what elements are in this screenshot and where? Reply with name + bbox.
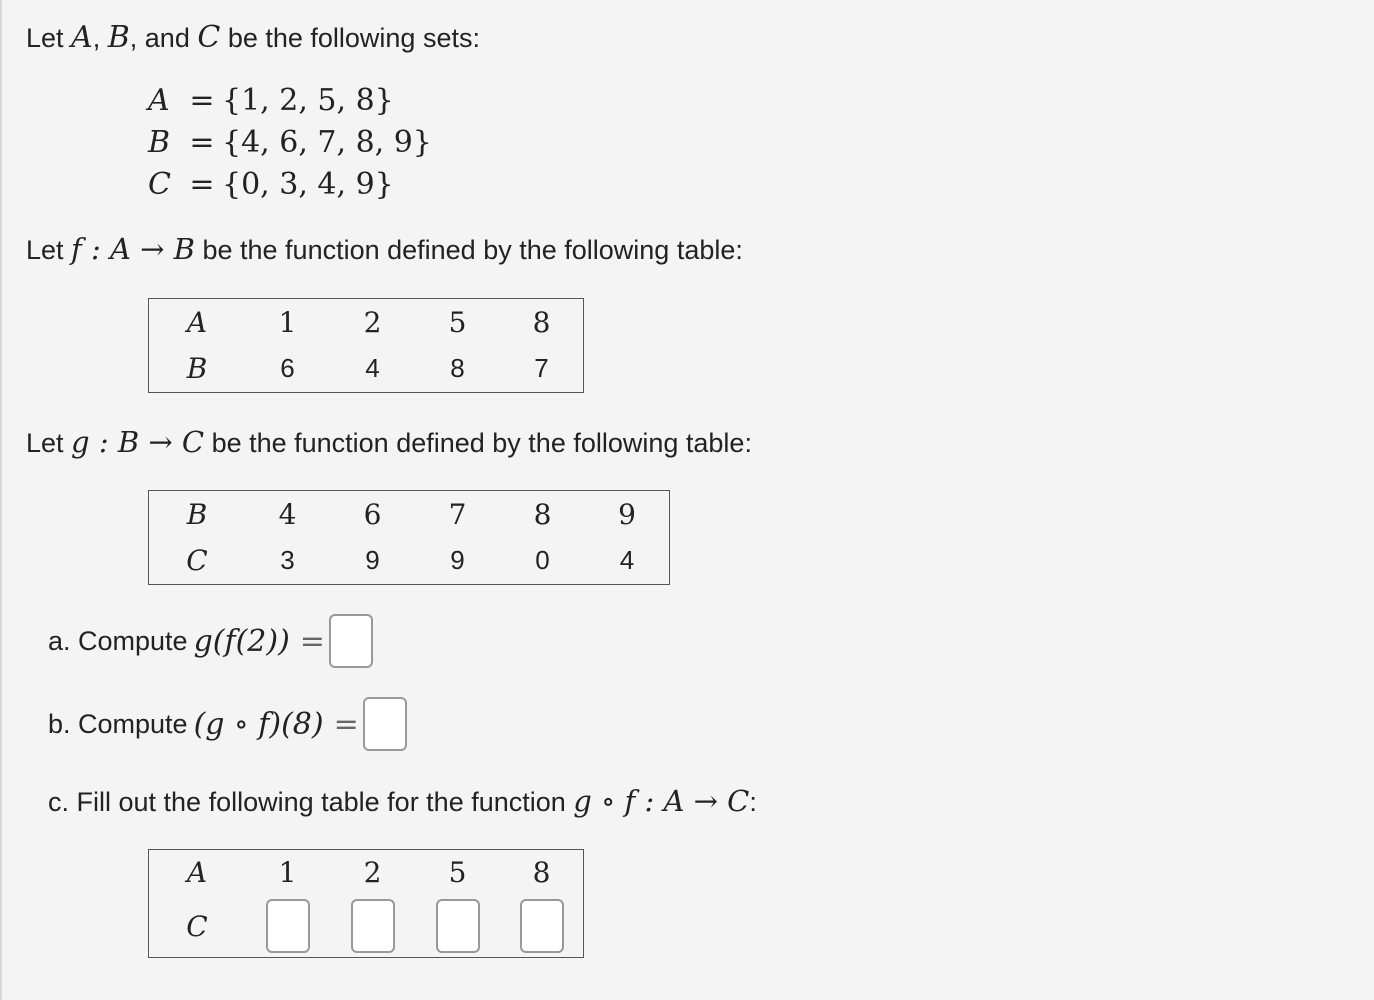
f-table-output-cell: 6 [280, 353, 295, 384]
g-table-output-cell: 9 [365, 545, 380, 576]
g-table-input-cell: 8 [533, 497, 552, 531]
gf-table-input-cell: 8 [532, 856, 551, 890]
set-c-definition: C = {0, 3, 4, 9} [148, 167, 394, 202]
g-table-input-cell: 4 [278, 497, 297, 531]
f-table-input-cell: 5 [448, 305, 467, 339]
g-table-row-label: C [186, 544, 208, 578]
f-table-output-cell: 8 [450, 353, 465, 384]
g-table-output-cell: 3 [280, 545, 295, 576]
g-table-output-cell: 9 [450, 545, 465, 576]
set-definitions [148, 80, 432, 206]
answer-input-b[interactable] [363, 697, 407, 751]
gf-table-input-cell: 5 [448, 856, 467, 890]
part-b: b. Compute (g ∘ f)(8) = [48, 696, 407, 752]
f-table-row-label: B [186, 352, 208, 386]
g-table-row-label: B [186, 497, 208, 531]
f-table-output-row [149, 346, 584, 393]
g-table-output-cell: 0 [535, 545, 550, 576]
f-table-output-cell: 4 [365, 353, 380, 384]
set-b-definition: B = {4, 6, 7, 8, 9} [148, 125, 432, 160]
gf-table-row-label: A [186, 856, 208, 890]
g-table-input-cell: 7 [448, 497, 467, 531]
g-table-input-cell: 9 [618, 497, 636, 531]
g-table-input-cell: 6 [363, 497, 382, 531]
f-table-input-cell: 2 [363, 305, 382, 339]
part-c: c. Fill out the following table for the function g ∘ f : A → C: [48, 784, 757, 818]
answer-input-a[interactable] [329, 614, 373, 668]
gf-table-input-cell: 2 [363, 856, 382, 890]
f-table-row-label: A [186, 305, 208, 339]
gf-answer-input[interactable] [351, 899, 395, 953]
g-definition-text: Let g : B → C be the function defined by the following table: [26, 425, 752, 459]
g-table-output-cell: 4 [619, 545, 635, 576]
g-table-input-row [149, 491, 670, 538]
f-definition-text: Let f : A → B be the function defined by the following table: [26, 232, 743, 266]
gf-answer-input[interactable] [436, 899, 480, 953]
f-table-output-cell: 7 [534, 353, 549, 384]
gf-table-input-cell: 1 [278, 856, 297, 890]
set-a-definition: A = {1, 2, 5, 8} [148, 83, 394, 118]
g-table-output-row [149, 538, 670, 585]
gf-table-input-row [149, 850, 584, 896]
f-table-input-cell: 8 [532, 305, 551, 339]
gf-table [148, 849, 584, 958]
left-border [0, 0, 2, 1000]
gf-answer-input[interactable] [266, 899, 310, 953]
gf-answer-input[interactable] [520, 899, 564, 953]
g-table [148, 490, 670, 585]
f-table [148, 298, 584, 393]
part-a: a. Compute g(f(2)) = [48, 613, 373, 669]
f-table-input-row [149, 299, 584, 346]
f-table-input-cell: 1 [278, 305, 297, 339]
gf-table-row-label: C [186, 909, 208, 943]
intro-text: Let A, B, and C be the following sets: [26, 20, 480, 55]
gf-table-output-row [149, 896, 584, 958]
